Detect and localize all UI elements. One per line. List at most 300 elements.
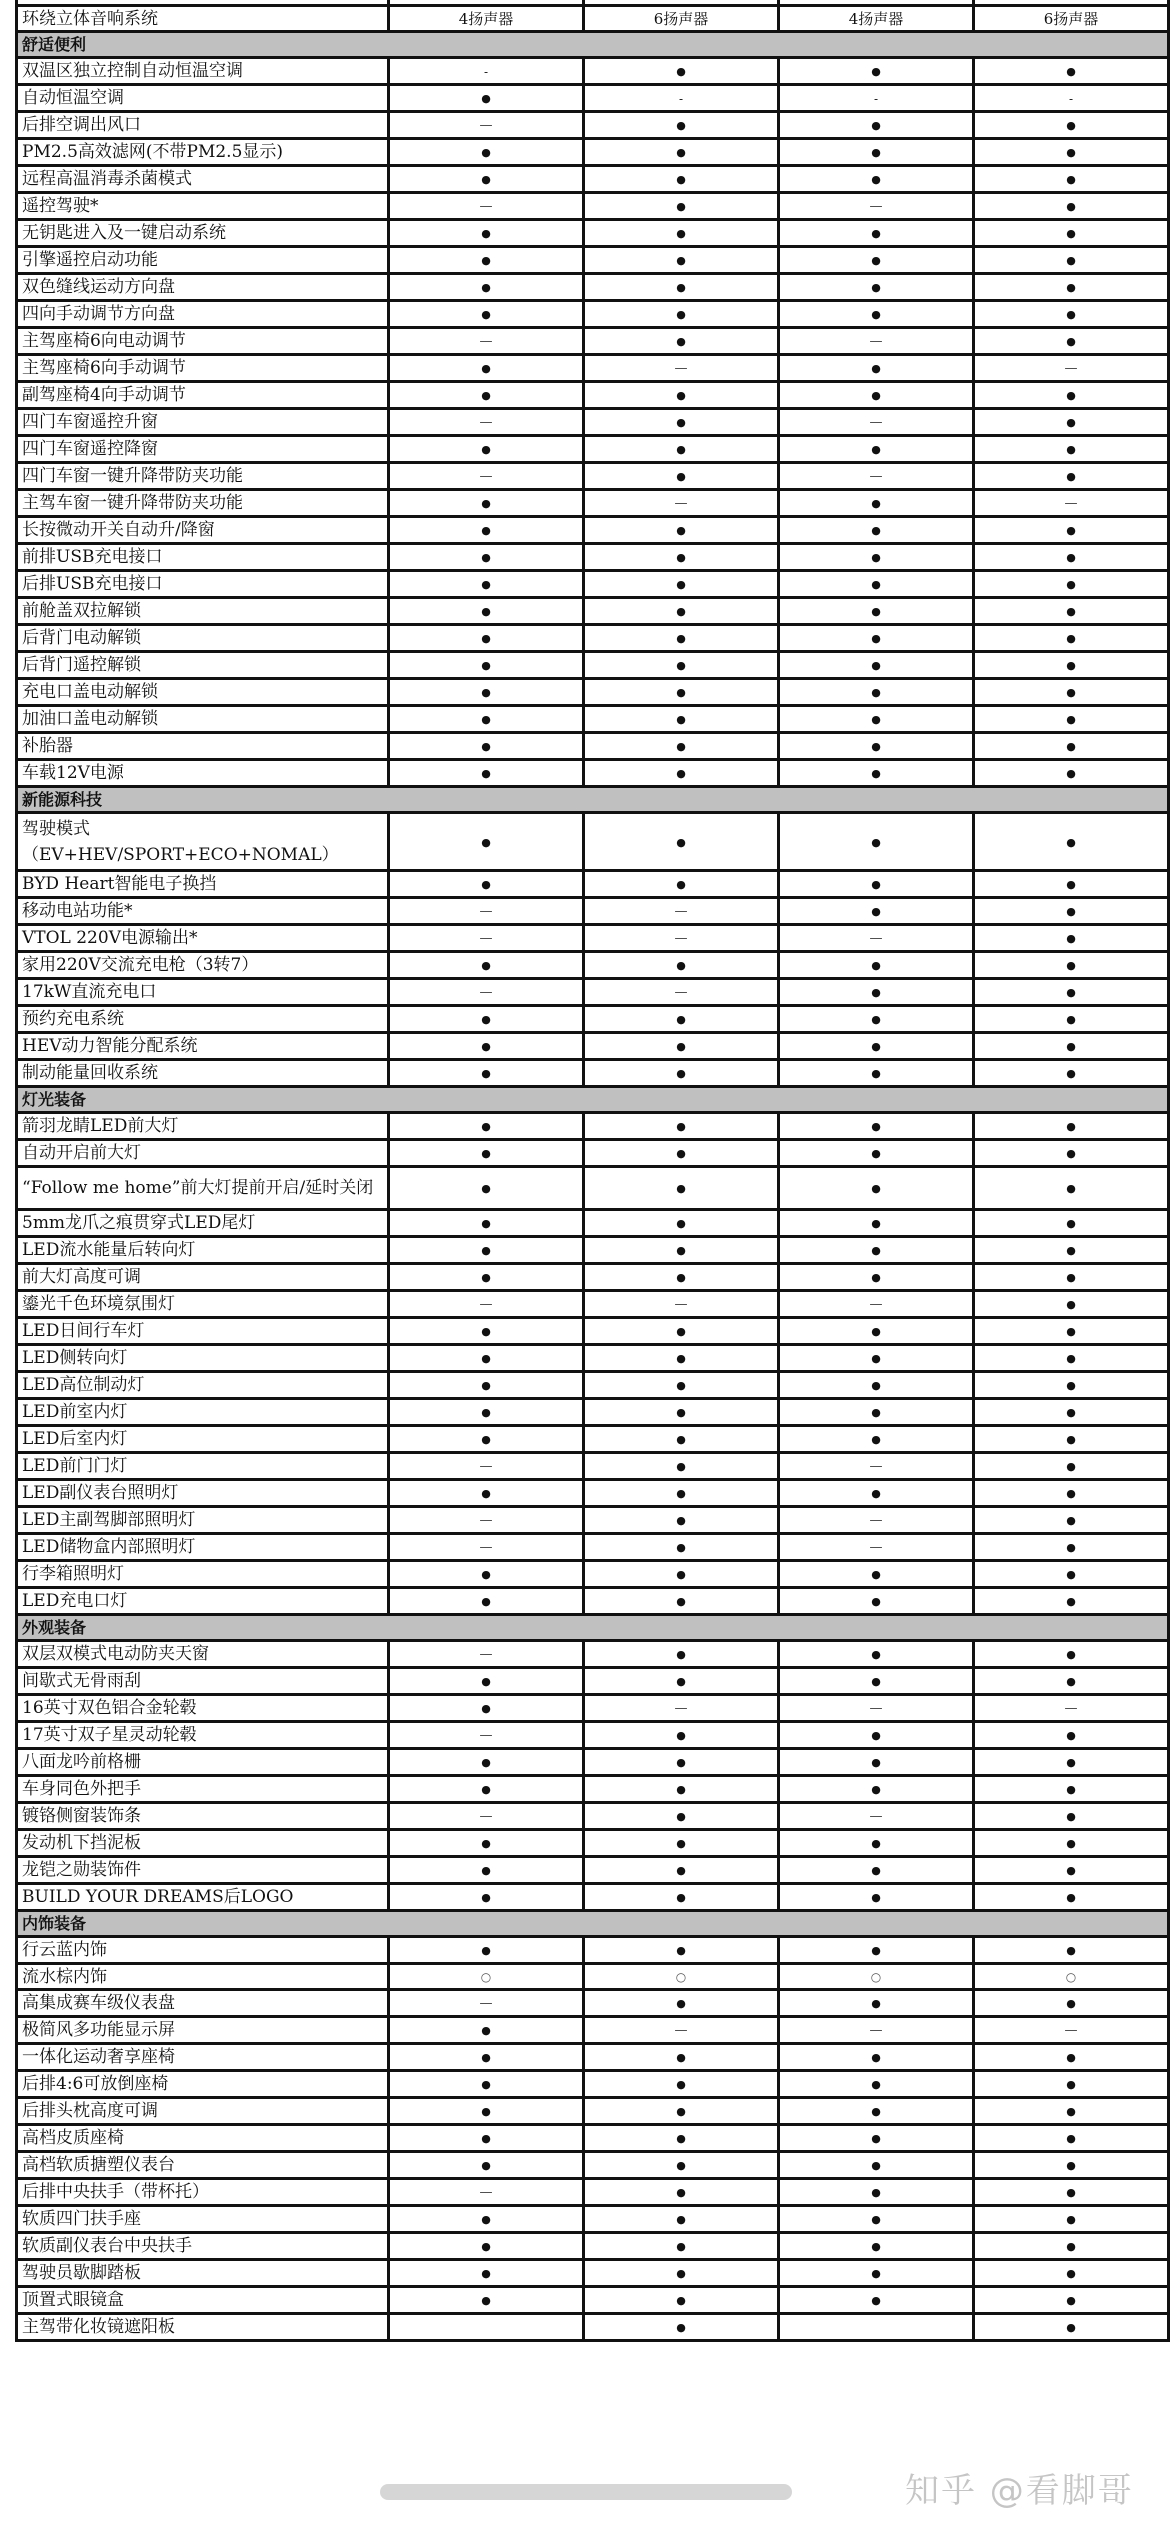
- standard-dot-icon: [389, 1318, 584, 1345]
- feature-label: HEV动力智能分配系统: [17, 1033, 389, 1060]
- table-row: [17, 1291, 1169, 1318]
- standard-dot-icon: [974, 166, 1169, 193]
- spec-table-body: [17, 0, 1169, 2341]
- standard-dot-icon: [389, 1480, 584, 1507]
- standard-dot-icon: [779, 1668, 974, 1695]
- standard-dot-icon: [974, 1641, 1169, 1668]
- standard-dot-icon: [974, 2098, 1169, 2125]
- standard-dot-icon: [974, 2071, 1169, 2098]
- standard-dot-icon: [584, 463, 779, 490]
- feature-label: 车身同色外把手: [17, 1776, 389, 1803]
- feature-label: 主驾座椅6向电动调节: [17, 328, 389, 355]
- standard-dot-icon: [584, 1588, 779, 1615]
- standard-dot-icon: [974, 979, 1169, 1006]
- standard-dot-icon: [389, 1426, 584, 1453]
- standard-dot-icon: [584, 1749, 779, 1776]
- standard-dot-icon: [389, 1372, 584, 1399]
- feature-label: 行云蓝内饰: [17, 1937, 389, 1964]
- feature-label: 四门车窗遥控降窗: [17, 436, 389, 463]
- standard-dot-icon: [389, 1749, 584, 1776]
- standard-dot-icon: [779, 1060, 974, 1087]
- feature-label: 17英寸双子星灵动轮毂: [17, 1722, 389, 1749]
- standard-dot-icon: [974, 1113, 1169, 1140]
- standard-dot-icon: [779, 1426, 974, 1453]
- feature-label: 遥控驾驶*: [17, 193, 389, 220]
- standard-dot-icon: [779, 112, 974, 139]
- table-row: [17, 925, 1169, 952]
- feature-label: 前大灯高度可调: [17, 1264, 389, 1291]
- standard-dot-icon: [779, 2233, 974, 2260]
- section-header: [17, 787, 1169, 813]
- standard-dot-icon: [974, 898, 1169, 925]
- standard-dot-icon: [779, 2044, 974, 2071]
- not-available-dash-icon: [584, 979, 779, 1006]
- feature-label: 软质副仪表台中央扶手: [17, 2233, 389, 2260]
- standard-dot-icon: [974, 382, 1169, 409]
- table-row: [17, 2206, 1169, 2233]
- feature-label: 长按微动开关自动升/降窗: [17, 517, 389, 544]
- standard-dot-icon: [584, 2179, 779, 2206]
- table-row: [17, 1140, 1169, 1167]
- not-available-dash-icon: [584, 355, 779, 382]
- table-row: [17, 1318, 1169, 1345]
- standard-dot-icon: [779, 166, 974, 193]
- standard-dot-icon: [584, 1803, 779, 1830]
- table-row: [17, 1990, 1169, 2017]
- not-available-dash-icon: [389, 2179, 584, 2206]
- standard-dot-icon: [584, 544, 779, 571]
- feature-label: 主驾带化妆镜遮阳板: [17, 2314, 389, 2341]
- standard-dot-icon: [779, 652, 974, 679]
- not-available-dash-icon: [389, 1990, 584, 2017]
- standard-dot-icon: [389, 544, 584, 571]
- table-row: [17, 166, 1169, 193]
- standard-dot-icon: [389, 1060, 584, 1087]
- horizontal-scrollbar[interactable]: [380, 2484, 792, 2500]
- standard-dot-icon: [389, 2152, 584, 2179]
- standard-dot-icon: [974, 436, 1169, 463]
- standard-dot-icon: [779, 733, 974, 760]
- standard-dot-icon: [584, 1722, 779, 1749]
- standard-dot-icon: [974, 1060, 1169, 1087]
- standard-dot-icon: [779, 2125, 974, 2152]
- feature-label: 自动恒温空调: [17, 85, 389, 112]
- feature-label: 后背门电动解锁: [17, 625, 389, 652]
- spec-sheet: [15, 0, 1167, 2342]
- feature-label: 制动能量回收系统: [17, 1060, 389, 1087]
- standard-dot-icon: [779, 1237, 974, 1264]
- table-row: [17, 706, 1169, 733]
- standard-dot-icon: [389, 1167, 584, 1210]
- standard-dot-icon: [779, 139, 974, 166]
- table-row: [17, 2071, 1169, 2098]
- table-row: [17, 1749, 1169, 1776]
- table-row: [17, 1937, 1169, 1964]
- standard-dot-icon: [584, 2044, 779, 2071]
- standard-dot-icon: [974, 1453, 1169, 1480]
- standard-dot-icon: [584, 1507, 779, 1534]
- standard-dot-icon: [584, 517, 779, 544]
- standard-dot-icon: [584, 409, 779, 436]
- standard-dot-icon: [779, 1722, 974, 1749]
- table-row: [17, 1641, 1169, 1668]
- standard-dot-icon: [389, 301, 584, 328]
- table-row: [17, 571, 1169, 598]
- feature-label: LED后室内灯: [17, 1426, 389, 1453]
- standard-dot-icon: [389, 2098, 584, 2125]
- feature-label: 5mm龙爪之痕贯穿式LED尾灯: [17, 1210, 389, 1237]
- standard-dot-icon: [584, 166, 779, 193]
- feature-label: 后排USB充电接口: [17, 571, 389, 598]
- not-available-dash-icon: [779, 193, 974, 220]
- standard-dot-icon: [389, 85, 584, 112]
- standard-dot-icon: [779, 1033, 974, 1060]
- table-row: [17, 1588, 1169, 1615]
- standard-dot-icon: [974, 1561, 1169, 1588]
- not-available-dash-icon: [389, 1803, 584, 1830]
- standard-dot-icon: [779, 1140, 974, 1167]
- feature-label: 后背门遥控解锁: [17, 652, 389, 679]
- table-row: [17, 2233, 1169, 2260]
- feature-value: 6扬声器: [584, 6, 779, 32]
- section-title: 灯光装备: [17, 1087, 1169, 1113]
- standard-dot-icon: [389, 1140, 584, 1167]
- standard-dot-icon: [974, 1210, 1169, 1237]
- table-row: [17, 274, 1169, 301]
- standard-dot-icon: [779, 1884, 974, 1911]
- standard-dot-icon: [974, 1318, 1169, 1345]
- standard-dot-icon: [974, 274, 1169, 301]
- standard-dot-icon: [779, 274, 974, 301]
- standard-dot-icon: [389, 2044, 584, 2071]
- standard-dot-icon: [974, 760, 1169, 787]
- standard-dot-icon: [779, 598, 974, 625]
- standard-dot-icon: [974, 517, 1169, 544]
- feature-label: 行李箱照明灯: [17, 1561, 389, 1588]
- standard-dot-icon: [974, 328, 1169, 355]
- table-row: [17, 2044, 1169, 2071]
- table-row: [17, 1964, 1169, 1990]
- standard-dot-icon: [389, 813, 584, 871]
- standard-dot-icon: [779, 1830, 974, 1857]
- standard-dot-icon: [584, 652, 779, 679]
- standard-dot-icon: [974, 706, 1169, 733]
- standard-dot-icon: [974, 2314, 1169, 2341]
- standard-dot-icon: [779, 247, 974, 274]
- standard-dot-icon: [779, 544, 974, 571]
- standard-dot-icon: [779, 1264, 974, 1291]
- feature-value: [779, 2314, 974, 2341]
- section-title: 外观装备: [17, 1615, 1169, 1641]
- standard-dot-icon: [389, 2206, 584, 2233]
- table-row: [17, 1264, 1169, 1291]
- standard-dot-icon: [584, 1399, 779, 1426]
- table-row: [17, 112, 1169, 139]
- standard-dot-icon: [389, 2017, 584, 2044]
- feature-label: BYD Heart智能电子换挡: [17, 871, 389, 898]
- table-row: [17, 679, 1169, 706]
- standard-dot-icon: [389, 1033, 584, 1060]
- feature-label: 前舱盖双拉解锁: [17, 598, 389, 625]
- table-row: [17, 733, 1169, 760]
- standard-dot-icon: [779, 571, 974, 598]
- standard-dot-icon: [974, 871, 1169, 898]
- standard-dot-icon: [584, 328, 779, 355]
- standard-dot-icon: [974, 733, 1169, 760]
- standard-dot-icon: [389, 871, 584, 898]
- table-row: [17, 898, 1169, 925]
- standard-dot-icon: [974, 571, 1169, 598]
- standard-dot-icon: [389, 1830, 584, 1857]
- standard-dot-icon: [779, 679, 974, 706]
- standard-dot-icon: [974, 679, 1169, 706]
- feature-label: LED侧转向灯: [17, 1345, 389, 1372]
- standard-dot-icon: [584, 1641, 779, 1668]
- feature-label: 发动机下挡泥板: [17, 1830, 389, 1857]
- standard-dot-icon: [389, 1237, 584, 1264]
- feature-label: 后排头枕高度可调: [17, 2098, 389, 2125]
- standard-dot-icon: [389, 625, 584, 652]
- table-row: [17, 1345, 1169, 1372]
- standard-dot-icon: [974, 1803, 1169, 1830]
- standard-dot-icon: [389, 274, 584, 301]
- feature-label-line2: （EV+HEV/SPORT+ECO+NOMAL）: [22, 844, 339, 865]
- standard-dot-icon: [974, 1372, 1169, 1399]
- not-available-hyphen-icon: [974, 85, 1169, 112]
- standard-dot-icon: [974, 220, 1169, 247]
- feature-label: 四向手动调节方向盘: [17, 301, 389, 328]
- table-row: [17, 1803, 1169, 1830]
- standard-dot-icon: [974, 1668, 1169, 1695]
- standard-dot-icon: [974, 1006, 1169, 1033]
- feature-label: 后排4:6可放倒座椅: [17, 2071, 389, 2098]
- standard-dot-icon: [974, 301, 1169, 328]
- standard-dot-icon: [779, 1345, 974, 1372]
- feature-label-line1: 驾驶模式: [22, 818, 90, 839]
- standard-dot-icon: [584, 274, 779, 301]
- standard-dot-icon: [584, 679, 779, 706]
- standard-dot-icon: [389, 1588, 584, 1615]
- standard-dot-icon: [974, 652, 1169, 679]
- standard-dot-icon: [974, 1426, 1169, 1453]
- standard-dot-icon: [584, 1006, 779, 1033]
- standard-dot-icon: [389, 382, 584, 409]
- standard-dot-icon: [389, 1695, 584, 1722]
- not-available-dash-icon: [389, 1534, 584, 1561]
- table-row: [17, 871, 1169, 898]
- standard-dot-icon: [779, 1372, 974, 1399]
- standard-dot-icon: [779, 952, 974, 979]
- table-row: [17, 1399, 1169, 1426]
- not-available-dash-icon: [974, 2017, 1169, 2044]
- table-row: [17, 760, 1169, 787]
- table-row: [17, 1534, 1169, 1561]
- not-available-dash-icon: [779, 1803, 974, 1830]
- feature-value: 6扬声器: [974, 6, 1169, 32]
- optional-circle-icon: [779, 1964, 974, 1990]
- standard-dot-icon: [584, 1830, 779, 1857]
- standard-dot-icon: [779, 1480, 974, 1507]
- standard-dot-icon: [584, 1060, 779, 1087]
- standard-dot-icon: [974, 2152, 1169, 2179]
- standard-dot-icon: [779, 760, 974, 787]
- not-available-dash-icon: [389, 463, 584, 490]
- standard-dot-icon: [389, 1264, 584, 1291]
- feature-label: 无钥匙进入及一键启动系统: [17, 220, 389, 247]
- feature-label: 引擎遥控启动功能: [17, 247, 389, 274]
- feature-label: 加油口盖电动解锁: [17, 706, 389, 733]
- standard-dot-icon: [584, 1264, 779, 1291]
- standard-dot-icon: [389, 2287, 584, 2314]
- standard-dot-icon: [974, 2206, 1169, 2233]
- standard-dot-icon: [779, 2152, 974, 2179]
- standard-dot-icon: [584, 871, 779, 898]
- standard-dot-icon: [584, 1210, 779, 1237]
- standard-dot-icon: [779, 1399, 974, 1426]
- feature-label: 四门车窗遥控升窗: [17, 409, 389, 436]
- standard-dot-icon: [584, 1033, 779, 1060]
- table-row: [17, 1033, 1169, 1060]
- standard-dot-icon: [389, 490, 584, 517]
- table-row: [17, 1722, 1169, 1749]
- standard-dot-icon: [584, 813, 779, 871]
- feature-label: 16英寸双色铝合金轮毂: [17, 1695, 389, 1722]
- standard-dot-icon: [584, 1167, 779, 1210]
- standard-dot-icon: [584, 1113, 779, 1140]
- table-row: [17, 979, 1169, 1006]
- standard-dot-icon: [974, 2044, 1169, 2071]
- not-available-dash-icon: [584, 490, 779, 517]
- table-row: [17, 1453, 1169, 1480]
- feature-label: 一体化运动奢享座椅: [17, 2044, 389, 2071]
- standard-dot-icon: [974, 1588, 1169, 1615]
- standard-dot-icon: [974, 625, 1169, 652]
- table-row: [17, 1060, 1169, 1087]
- standard-dot-icon: [389, 571, 584, 598]
- not-available-dash-icon: [779, 463, 974, 490]
- feature-label: BUILD YOUR DREAMS后LOGO: [17, 1884, 389, 1911]
- table-row: [17, 193, 1169, 220]
- not-available-hyphen-icon: [389, 58, 584, 85]
- not-available-dash-icon: [779, 1453, 974, 1480]
- standard-dot-icon: [974, 1830, 1169, 1857]
- feature-label: 后排空调出风口: [17, 112, 389, 139]
- table-row: [17, 1237, 1169, 1264]
- standard-dot-icon: [389, 679, 584, 706]
- not-available-dash-icon: [389, 409, 584, 436]
- table-row: [17, 1426, 1169, 1453]
- standard-dot-icon: [389, 1857, 584, 1884]
- table-row: [17, 1776, 1169, 1803]
- standard-dot-icon: [779, 2206, 974, 2233]
- standard-dot-icon: [584, 2233, 779, 2260]
- section-header: [17, 1087, 1169, 1113]
- standard-dot-icon: [974, 463, 1169, 490]
- standard-dot-icon: [779, 2071, 974, 2098]
- standard-dot-icon: [974, 1480, 1169, 1507]
- standard-dot-icon: [389, 1884, 584, 1911]
- table-row: [17, 2017, 1169, 2044]
- standard-dot-icon: [779, 2179, 974, 2206]
- standard-dot-icon: [974, 193, 1169, 220]
- table-row: [17, 625, 1169, 652]
- feature-label: 家用220V交流充电枪（3转7）: [17, 952, 389, 979]
- standard-dot-icon: [779, 813, 974, 871]
- standard-dot-icon: [779, 382, 974, 409]
- not-available-dash-icon: [584, 898, 779, 925]
- feature-label: 八面龙吟前格栅: [17, 1749, 389, 1776]
- standard-dot-icon: [389, 1210, 584, 1237]
- standard-dot-icon: [974, 139, 1169, 166]
- feature-label: LED副仪表台照明灯: [17, 1480, 389, 1507]
- standard-dot-icon: [584, 301, 779, 328]
- standard-dot-icon: [389, 220, 584, 247]
- feature-label: 顶置式眼镜盒: [17, 2287, 389, 2314]
- standard-dot-icon: [974, 925, 1169, 952]
- standard-dot-icon: [584, 382, 779, 409]
- table-row: [17, 247, 1169, 274]
- standard-dot-icon: [974, 1937, 1169, 1964]
- table-row: [17, 2098, 1169, 2125]
- standard-dot-icon: [779, 220, 974, 247]
- feature-label: 双温区独立控制自动恒温空调: [17, 58, 389, 85]
- standard-dot-icon: [974, 813, 1169, 871]
- standard-dot-icon: [584, 598, 779, 625]
- standard-dot-icon: [389, 598, 584, 625]
- table-row: [17, 2152, 1169, 2179]
- standard-dot-icon: [584, 952, 779, 979]
- feature-label: [17, 813, 389, 871]
- section-header: [17, 1911, 1169, 1937]
- standard-dot-icon: [584, 1426, 779, 1453]
- standard-dot-icon: [779, 1937, 974, 1964]
- standard-dot-icon: [779, 1113, 974, 1140]
- feature-label: 充电口盖电动解锁: [17, 679, 389, 706]
- not-available-dash-icon: [779, 1291, 974, 1318]
- standard-dot-icon: [974, 58, 1169, 85]
- standard-dot-icon: [779, 1210, 974, 1237]
- feature-label: VTOL 220V电源输出*: [17, 925, 389, 952]
- table-row: [17, 301, 1169, 328]
- spec-table: [15, 0, 1170, 2342]
- standard-dot-icon: [974, 1990, 1169, 2017]
- feature-label: 四门车窗一键升降带防夹功能: [17, 463, 389, 490]
- standard-dot-icon: [974, 2260, 1169, 2287]
- standard-dot-icon: [779, 490, 974, 517]
- feature-label: 高档软质搪塑仪表台: [17, 2152, 389, 2179]
- standard-dot-icon: [584, 1937, 779, 1964]
- standard-dot-icon: [974, 1722, 1169, 1749]
- table-row: [17, 1668, 1169, 1695]
- standard-dot-icon: [584, 1884, 779, 1911]
- standard-dot-icon: [974, 2179, 1169, 2206]
- standard-dot-icon: [584, 1453, 779, 1480]
- standard-dot-icon: [584, 139, 779, 166]
- not-available-dash-icon: [779, 1695, 974, 1722]
- not-available-dash-icon: [389, 1507, 584, 1534]
- not-available-dash-icon: [974, 1695, 1169, 1722]
- not-available-dash-icon: [389, 1722, 584, 1749]
- standard-dot-icon: [389, 2233, 584, 2260]
- feature-label: PM2.5高效滤网(不带PM2.5显示): [17, 139, 389, 166]
- feature-label: LED前门门灯: [17, 1453, 389, 1480]
- feature-label: LED充电口灯: [17, 1588, 389, 1615]
- standard-dot-icon: [584, 1237, 779, 1264]
- table-row: [17, 328, 1169, 355]
- standard-dot-icon: [779, 355, 974, 382]
- standard-dot-icon: [779, 625, 974, 652]
- standard-dot-icon: [779, 1006, 974, 1033]
